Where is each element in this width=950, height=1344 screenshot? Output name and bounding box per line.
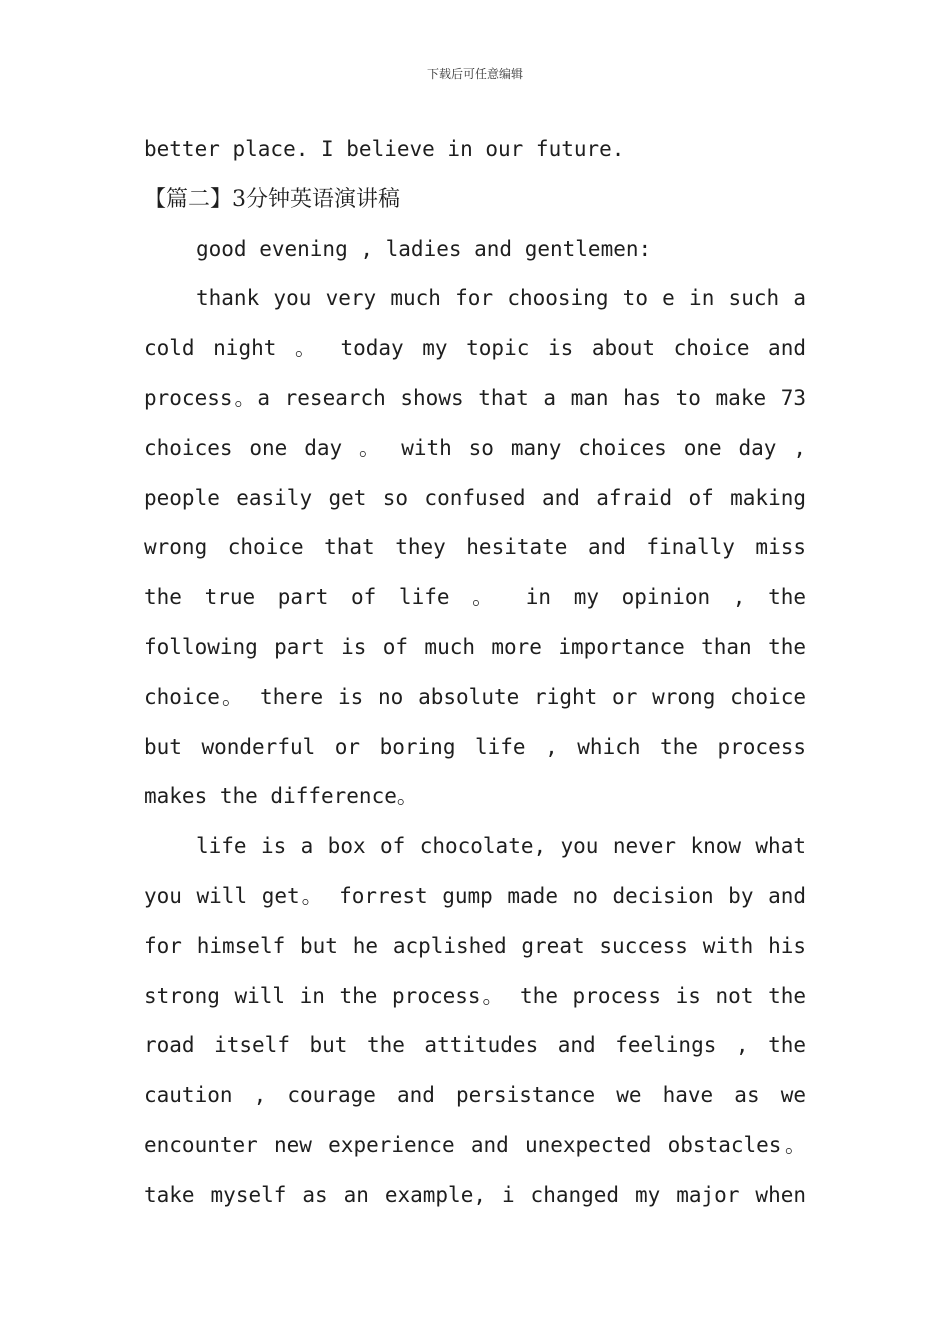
text-line: choice。 there is no absolute right or wrong choice	[144, 684, 806, 709]
text-line: cold night 。 today my topic is about choice and	[144, 336, 806, 361]
text-line: you will get。 forrest gump made no decision by and	[144, 883, 806, 908]
text-line: the true part of life 。 in my opinion , the	[144, 585, 806, 610]
text-line: process。a research shows that a man has to make 73	[144, 385, 806, 410]
text-line: choices one day 。 with so many choices one day ,	[144, 435, 806, 460]
text-line: take myself as an example, i changed my major when	[144, 1182, 806, 1207]
text-line: caution , courage and persistance we have as we	[144, 1083, 806, 1108]
text-line: people easily get so confused and afraid of making	[144, 485, 806, 510]
text-line: better place. I believe in our future.	[144, 137, 625, 161]
text-line: strong will in the process。 the process is not the	[144, 983, 806, 1008]
text-line: encounter new experience and unexpected obstacles。	[144, 1132, 806, 1157]
text-line: thank you very much for choosing to e in such a	[196, 286, 806, 311]
text-line: but wonderful or boring life , which the process	[144, 734, 806, 759]
text-line: good evening , ladies and gentlemen:	[196, 236, 652, 261]
text-line: for himself but he acplished great success with his	[144, 933, 806, 958]
text-line: wrong choice that they hesitate and finally miss	[144, 535, 806, 560]
text-line: life is a box of chocolate, you never know what	[196, 834, 806, 859]
text-line: road itself but the attitudes and feelings , the	[144, 1033, 806, 1058]
text-line: makes the difference。	[144, 784, 418, 809]
section-heading: 【篇二】3分钟英语演讲稿	[144, 186, 400, 212]
page-header: 下载后可任意编辑	[426, 67, 523, 81]
document-body	[144, 125, 806, 1221]
text-line: following part is of much more importance than the	[144, 634, 806, 659]
